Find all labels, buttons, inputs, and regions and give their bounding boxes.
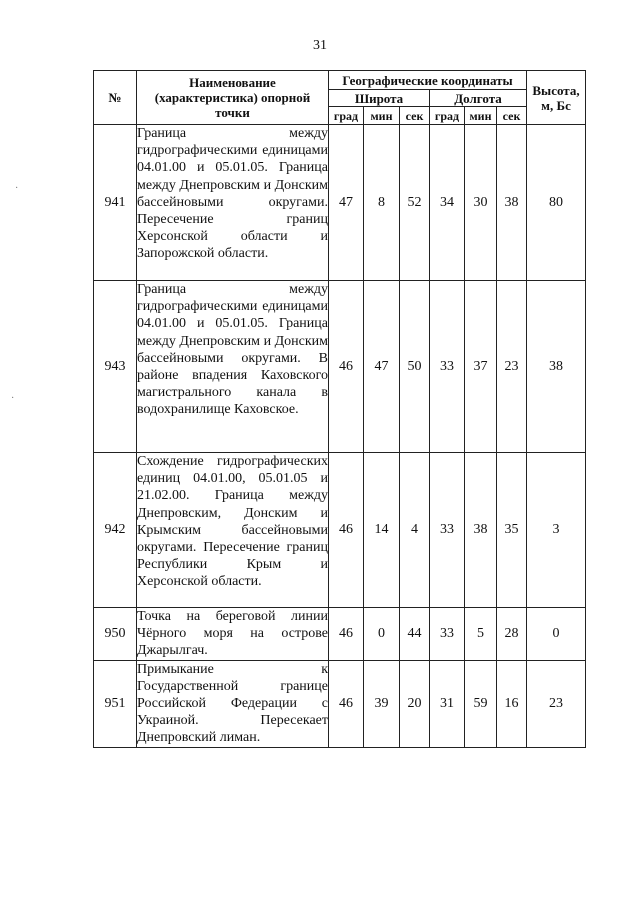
row-name: Точка на береговой линии Чёрного моря на острове Джарылгач. <box>137 609 328 659</box>
lat-sec: 50 <box>400 281 430 453</box>
lat-deg: 46 <box>329 660 364 747</box>
lon-min: 30 <box>465 125 497 281</box>
table-row <box>94 125 586 281</box>
lat-sec: 44 <box>400 608 430 661</box>
row-number: 943 <box>94 281 137 453</box>
header-lat-sec: сек <box>400 107 430 125</box>
header-lon-min: мин <box>465 107 497 125</box>
table-row <box>94 608 586 661</box>
row-name: Примыкание к Государственной границе Российской Федерации с Украиной. Пересекает Днепровский лиман. <box>137 661 328 746</box>
lat-sec: 52 <box>400 125 430 281</box>
lon-sec: 35 <box>497 453 527 608</box>
height-value: 0 <box>527 608 586 661</box>
header-name: Наименование (характеристика) опорной точки <box>137 71 329 125</box>
height-value: 80 <box>527 125 586 281</box>
lon-min: 37 <box>465 281 497 453</box>
height-value: 3 <box>527 453 586 608</box>
header-geo-coordinates: Географические координаты <box>329 71 527 90</box>
header-height: Высота, м, Бс <box>527 71 586 125</box>
row-name: Схождение гидрографических единиц 04.01.00, 05.01.05 и 21.02.00. Граница между Днепровским, Донским и Крымским бассейновыми округами. Пересечение границ Республики Крым и Херсонской области. <box>137 453 329 608</box>
lat-min: 39 <box>364 660 400 747</box>
height-value: 38 <box>527 281 586 453</box>
row-number: 942 <box>94 453 137 608</box>
row-name: Граница между гидрографическими единицами 04.01.00 и 05.01.05. Граница между Днепровским и Донским бассейновыми округами. В районе впадения Каховского магистрального канала в водохранилище Каховское. <box>137 281 329 453</box>
lon-sec: 16 <box>497 660 527 747</box>
lat-deg: 46 <box>329 608 364 661</box>
table-row <box>94 453 586 608</box>
lon-min: 38 <box>465 453 497 608</box>
header-lon-deg: град <box>430 107 465 125</box>
lat-deg: 47 <box>329 125 364 281</box>
lat-min: 14 <box>364 453 400 608</box>
lon-deg: 33 <box>430 453 465 608</box>
row-name: Граница между гидрографическими единицами 04.01.00 и 05.01.05. Граница между Днепровским и Донским бассейновыми округами. Пересечение границ Херсонской области и Запорожской области. <box>137 125 329 281</box>
row-number: 941 <box>94 125 137 281</box>
header-latitude: Широта <box>329 90 430 107</box>
lon-deg: 33 <box>430 281 465 453</box>
row-number: 950 <box>94 608 137 661</box>
scan-mark: · <box>11 393 15 404</box>
coordinates-table <box>93 70 586 748</box>
lat-sec: 4 <box>400 453 430 608</box>
header-longitude: Долгота <box>430 90 527 107</box>
lat-sec: 20 <box>400 660 430 747</box>
lon-min: 59 <box>465 660 497 747</box>
table-row <box>94 281 586 453</box>
lon-deg: 33 <box>430 608 465 661</box>
lon-deg: 34 <box>430 125 465 281</box>
height-value: 23 <box>527 660 586 747</box>
table-row <box>94 660 586 747</box>
lat-deg: 46 <box>329 281 364 453</box>
header-lat-min: мин <box>364 107 400 125</box>
header-number: № <box>94 71 137 125</box>
lat-deg: 46 <box>329 453 364 608</box>
row-number: 951 <box>94 660 137 747</box>
page-number: 31 <box>313 38 327 53</box>
lon-sec: 28 <box>497 608 527 661</box>
lon-sec: 23 <box>497 281 527 453</box>
lon-deg: 31 <box>430 660 465 747</box>
lon-min: 5 <box>465 608 497 661</box>
header-lon-sec: сек <box>497 107 527 125</box>
lat-min: 0 <box>364 608 400 661</box>
lon-sec: 38 <box>497 125 527 281</box>
header-lat-deg: град <box>329 107 364 125</box>
lat-min: 47 <box>364 281 400 453</box>
lat-min: 8 <box>364 125 400 281</box>
scan-mark: · <box>15 183 19 194</box>
